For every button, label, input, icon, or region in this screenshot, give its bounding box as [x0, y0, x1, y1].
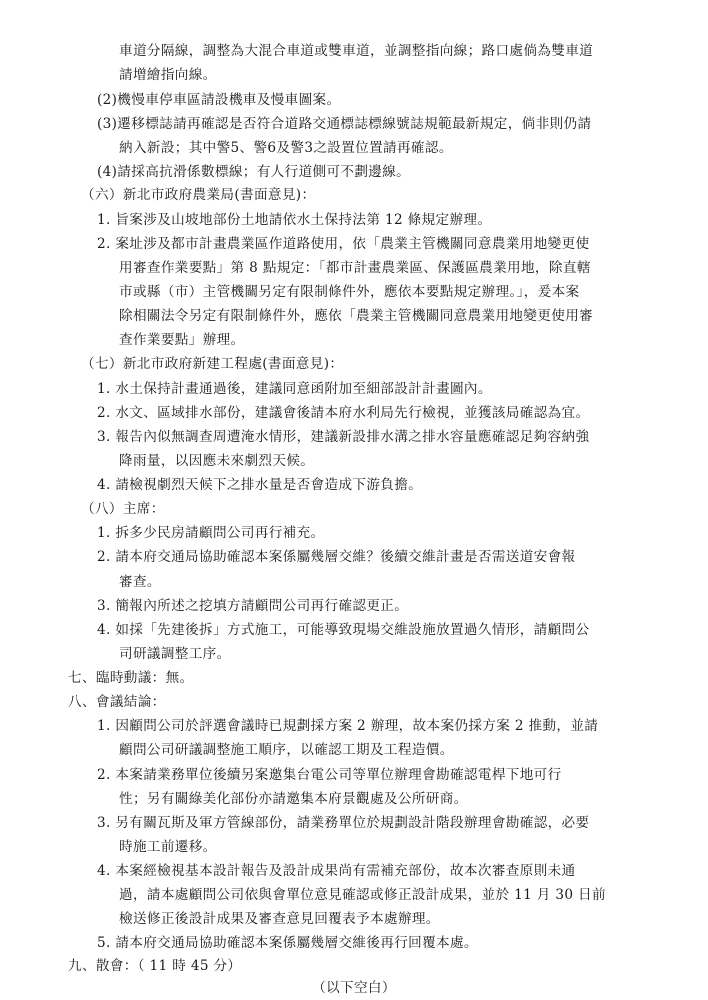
section-heading: （八）主席： [81, 501, 165, 517]
text-line: 司研議調整工序。 [119, 646, 231, 662]
text-line: 市或縣（市）主管機關另定有限制條件外，應依本要點規定辦理。」，爰本案 [119, 284, 580, 300]
end-marker: （以下空白） [312, 980, 396, 996]
list-item: 2. 水文、區域排水部份，建議會後請本府水利局先行檢視，並獲該局確認為宜。 [97, 405, 590, 421]
text-line: 審查。 [119, 574, 161, 590]
list-item: 4. 請檢視劇烈天候下之排水量是否會造成下游負擔。 [97, 477, 423, 493]
list-item: 3. 簡報內所述之挖填方請顧問公司再行確認更正。 [97, 598, 409, 614]
list-item: 4. 本案經檢視基本設計報告及設計成果尚有需補充部份，故本次審查原則未通 [97, 863, 576, 879]
list-item: 1. 因顧問公司於評選會議時已規劃採方案 2 辦理，故本案仍採方案 2 推動，並請 [97, 718, 599, 734]
section-heading: （七）新北市政府新建工程處(書面意見)： [81, 356, 344, 372]
list-item: 1. 旨案涉及山坡地部份土地請依水土保持法第 12 條規定辦理。 [97, 212, 492, 228]
text-line: 納入新設；其中警5、警6及警3之設置位置請再確認。 [119, 140, 453, 156]
section-heading: 七、臨時動議：無。 [68, 670, 194, 686]
text-line: (2)機慢車停車區請設機車及慢車圖案。 [97, 92, 341, 108]
section-heading: 八、會議結論： [68, 694, 166, 710]
list-item: 1. 拆多少民房請顧問公司再行補充。 [97, 525, 325, 541]
text-line: 用審查作業要點」第 8 點規定：「都市計畫農業區、保護區農業用地，除直轄 [119, 260, 591, 276]
text-line: 檢送修正後設計成果及審查意見回覆表予本處辦理。 [119, 911, 440, 927]
list-item: 4. 如採「先建後拆」方式施工，可能導致現場交維設施放置過久情形，請顧問公 [97, 622, 590, 638]
list-item: 5. 請本府交通局協助確認本案係屬幾層交維後再行回覆本處。 [97, 935, 478, 951]
section-heading: （六）新北市政府農業局(書面意見)： [81, 187, 316, 203]
text-line: 車道分隔線，調整為大混合車道或雙車道，並調整指向線；路口處倘為雙車道 [119, 43, 594, 59]
text-line: 降雨量，以因應未來劇烈天候。 [119, 453, 315, 469]
text-line: 性；另有關綠美化部份亦請邀集本府景觀處及公所研商。 [119, 791, 468, 807]
text-line: (3)遷移標誌請再確認是否符合道路交通標誌標線號誌規範最新規定，倘非則仍請 [97, 116, 592, 132]
list-item: 2. 案址涉及都市計畫農業區作道路使用，依「農業主管機關同意農業用地變更使 [97, 236, 590, 252]
list-item: 3. 另有關瓦斯及軍方管線部份，請業務單位於規劃設計階段辦理會勘確認，必要 [97, 815, 590, 831]
list-item: 3. 報告內似無調查周遭淹水情形，建議新設排水溝之排水容量應確認足夠容納強 [97, 429, 590, 445]
list-item: 2. 請本府交通局協助確認本案係屬幾層交維？後續交維計畫是否需送道安會報 [97, 549, 576, 565]
text-line: 時施工前遷移。 [119, 839, 217, 855]
list-item: 1. 水土保持計畫通過後，建議同意函附加至細部設計計畫圖內。 [97, 381, 492, 397]
section-heading: 九、散會：（ 11 時 45 分） [68, 958, 242, 974]
text-line: 請增繪指向線。 [119, 67, 217, 83]
text-line: 顧問公司研議調整施工順序，以確認工期及工程造價。 [119, 742, 454, 758]
text-line: 查作業要點」辦理。 [119, 332, 245, 348]
text-line: 除相關法令另定有限制條件外，應依「農業主管機關同意農業用地變更使用審 [119, 308, 594, 324]
text-line: 過，請本處顧問公司依與會單位意見確認或修正設計成果，並於 11 月 30 日前 [119, 887, 606, 903]
text-line: (4)請採高抗滑係數標線；有人行道側可不劃邊線。 [97, 164, 411, 180]
list-item: 2. 本案請業務單位後續另案邀集台電公司等單位辦理會勘確認電桿下地可行 [97, 767, 562, 783]
